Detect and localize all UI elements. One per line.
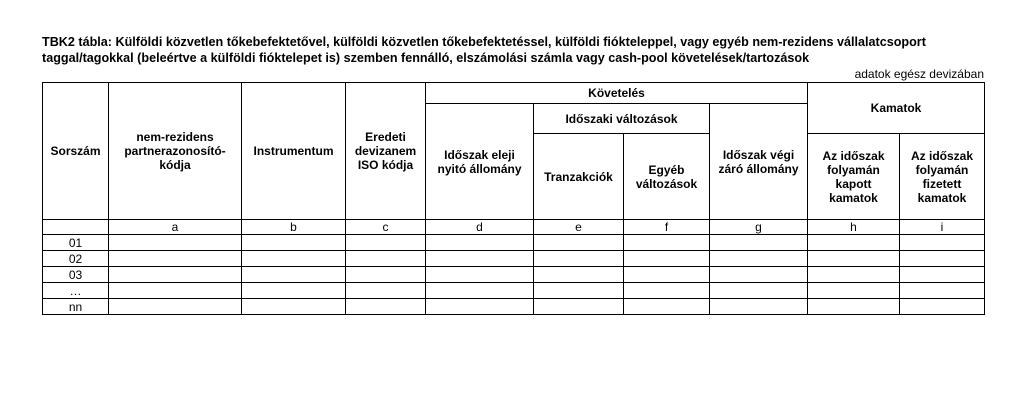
data-cell[interactable]	[346, 299, 426, 315]
row-number: 02	[43, 251, 109, 267]
data-cell[interactable]	[710, 283, 808, 299]
data-cell[interactable]	[624, 235, 710, 251]
header-kapott-kamatok: Az időszak folyamán kapott kamatok	[808, 134, 900, 220]
data-cell[interactable]	[534, 267, 624, 283]
data-cell[interactable]	[624, 299, 710, 315]
data-cell[interactable]	[900, 283, 985, 299]
table-row	[43, 299, 985, 315]
header-sorszam: Sorszám	[43, 83, 109, 220]
data-cell[interactable]	[109, 267, 242, 283]
header-nyito-allomany: Időszak eleji nyitó állomány	[426, 104, 534, 220]
table-row	[43, 251, 985, 267]
data-cell[interactable]	[710, 299, 808, 315]
data-cell[interactable]	[109, 299, 242, 315]
data-cell[interactable]	[808, 251, 900, 267]
data-cell[interactable]	[534, 299, 624, 315]
data-cell[interactable]	[534, 283, 624, 299]
column-letter: h	[808, 220, 900, 235]
letter-cell-empty	[43, 220, 109, 235]
data-cell[interactable]	[426, 283, 534, 299]
data-cell[interactable]	[109, 283, 242, 299]
data-cell[interactable]	[426, 235, 534, 251]
table-row	[43, 235, 985, 251]
data-cell[interactable]	[242, 235, 346, 251]
data-cell[interactable]	[242, 283, 346, 299]
data-cell[interactable]	[534, 235, 624, 251]
row-number: 01	[43, 235, 109, 251]
column-letter: a	[109, 220, 242, 235]
data-cell[interactable]	[900, 299, 985, 315]
header-idoszaki-valtozasok: Időszaki változások	[534, 104, 710, 134]
header-koveteles: Követelés	[426, 83, 808, 104]
column-letter: e	[534, 220, 624, 235]
row-number: nn	[43, 299, 109, 315]
data-cell[interactable]	[346, 267, 426, 283]
data-cell[interactable]	[242, 299, 346, 315]
data-cell[interactable]	[426, 299, 534, 315]
data-cell[interactable]	[346, 251, 426, 267]
data-cell[interactable]	[808, 299, 900, 315]
data-cell[interactable]	[346, 235, 426, 251]
header-zaro-allomany: Időszak végi záró állomány	[710, 104, 808, 220]
data-cell[interactable]	[242, 267, 346, 283]
data-cell[interactable]	[710, 267, 808, 283]
table-title: TBK2 tábla: Külföldi közvetlen tőkebefektetővel, külföldi közvetlen tőkebefektetéssel, külföldi fiókteleppel, vagy egyéb nem-rezidens vállalatcsoport taggal/tagokkal (beleértve a külföldi fióktelepet is) szemben fennálló, elszámolási számla vagy cash-pool követelések/tartozások	[42, 35, 926, 65]
data-cell[interactable]	[710, 251, 808, 267]
column-letter: d	[426, 220, 534, 235]
data-cell[interactable]	[808, 235, 900, 251]
row-number: 03	[43, 267, 109, 283]
data-cell[interactable]	[900, 267, 985, 283]
data-cell[interactable]	[426, 251, 534, 267]
table-row	[43, 267, 985, 283]
header-kamatok: Kamatok	[808, 83, 985, 134]
column-letter: i	[900, 220, 985, 235]
data-cell[interactable]	[808, 267, 900, 283]
column-letter: f	[624, 220, 710, 235]
data-cell[interactable]	[710, 235, 808, 251]
column-letter: g	[710, 220, 808, 235]
data-cell[interactable]	[624, 267, 710, 283]
data-cell[interactable]	[900, 235, 985, 251]
table-row	[43, 283, 985, 299]
data-cell[interactable]	[624, 283, 710, 299]
header-fizetett-kamatok: Az időszak folyamán fizetett kamatok	[900, 134, 985, 220]
data-cell[interactable]	[900, 251, 985, 267]
report-table	[42, 82, 985, 315]
data-cell[interactable]	[426, 267, 534, 283]
row-number: …	[43, 283, 109, 299]
data-cell[interactable]	[346, 283, 426, 299]
data-cell[interactable]	[808, 283, 900, 299]
header-instrumentum: Instrumentum	[242, 83, 346, 220]
unit-note: adatok egész devizában	[854, 67, 984, 81]
header-egyeb-valtozasok: Egyéb változások	[624, 134, 710, 220]
header-tranzakciok: Tranzakciók	[534, 134, 624, 220]
column-letter: b	[242, 220, 346, 235]
data-cell[interactable]	[109, 235, 242, 251]
data-cell[interactable]	[624, 251, 710, 267]
data-cell[interactable]	[242, 251, 346, 267]
data-cell[interactable]	[109, 251, 242, 267]
data-cell[interactable]	[534, 251, 624, 267]
header-partner-code: nem-rezidens partnerazonosító-kódja	[109, 83, 242, 220]
header-iso-currency: Eredeti devizanem ISO kódja	[346, 83, 426, 220]
column-letter: c	[346, 220, 426, 235]
